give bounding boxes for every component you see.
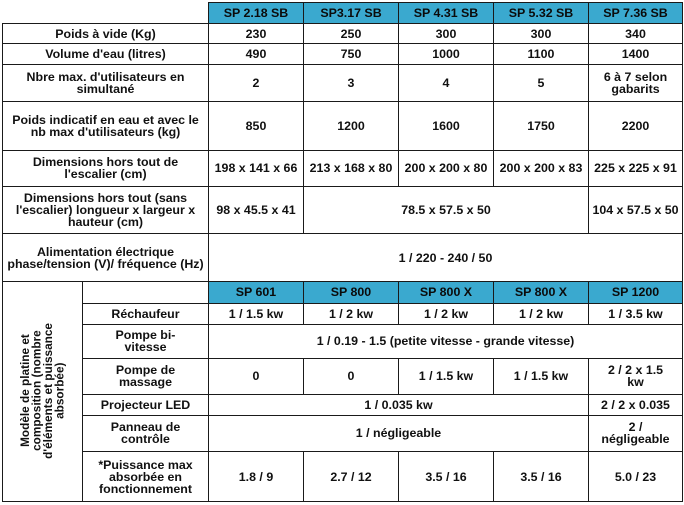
cell-value: 300 (399, 23, 494, 44)
cell-value: 225 x 225 x 91 (589, 151, 683, 186)
cell-value: 750 (304, 44, 399, 65)
platine-model-header: SP 601 (209, 281, 304, 303)
row-label: Pompe de massage (83, 358, 209, 394)
cell-value-merged: 1 / 0.035 kw (209, 395, 589, 416)
row-label: Alimentation électrique phase/tension (V)/ fréquence (Hz) (3, 234, 209, 282)
cell-value: 850 (209, 101, 304, 151)
platine-model-header: SP 1200 (589, 281, 683, 303)
cell-value-merged: 1 / 0.19 - 1.5 (petite vitesse - grande vitesse) (209, 324, 683, 358)
cell-value: 340 (589, 23, 683, 44)
cell-value-merged: 1 / négligeable (209, 415, 589, 451)
platine-header-blank (83, 281, 209, 303)
cell-value: 1 / 1.5 kw (494, 358, 589, 394)
cell-value: 3.5 / 16 (399, 452, 494, 502)
cell-value: 1200 (304, 101, 399, 151)
cell-value: 1.8 / 9 (209, 452, 304, 502)
row-poids-vide (3, 23, 683, 44)
cell-value: 2 / 2 x 0.035 (589, 395, 683, 416)
cell-value: 1000 (399, 44, 494, 65)
cell-value: 300 (494, 23, 589, 44)
cell-value: 1 / 3.5 kw (589, 303, 683, 324)
platine-group-label (3, 281, 83, 501)
cell-value: 0 (209, 358, 304, 394)
row-label: Poids à vide (Kg) (3, 23, 209, 44)
spec-table (2, 2, 683, 502)
header-row-platine (3, 281, 683, 303)
cell-value: 0 (304, 358, 399, 394)
cell-value: 3.5 / 16 (494, 452, 589, 502)
row-panneau-controle (3, 415, 683, 451)
row-label: Volume d'eau (litres) (3, 44, 209, 65)
cell-value: 1100 (494, 44, 589, 65)
cell-value: 6 à 7 selon gabarits (589, 65, 683, 101)
row-label: Nbre max. d'utilisateurs en simultané (3, 65, 209, 101)
row-dimensions-sans-escalier (3, 186, 683, 234)
platine-model-header: SP 800 (304, 281, 399, 303)
cell-value-merged: 1 / 220 - 240 / 50 (209, 234, 683, 282)
corner-blank (3, 3, 209, 24)
cell-value: 5.0 / 23 (589, 452, 683, 502)
cell-value: 104 x 57.5 x 50 (589, 186, 683, 234)
row-label: Réchaufeur (83, 303, 209, 324)
cell-value: 2 / 2 x 1.5 kw (589, 358, 683, 394)
cell-value: 490 (209, 44, 304, 65)
model-header: SP 5.32 SB (494, 3, 589, 24)
cell-value: 3 (304, 65, 399, 101)
model-header: SP 4.31 SB (399, 3, 494, 24)
cell-value: 2200 (589, 101, 683, 151)
row-label: Panneau de contrôle (83, 415, 209, 451)
cell-value: 2.7 / 12 (304, 452, 399, 502)
platine-model-header: SP 800 X (399, 281, 494, 303)
model-header: SP 7.36 SB (589, 3, 683, 24)
cell-value: 1400 (589, 44, 683, 65)
cell-value: 5 (494, 65, 589, 101)
row-pompe-bivitesse (3, 324, 683, 358)
row-projecteur-led (3, 395, 683, 416)
row-label: Poids indicatif en eau et avec le nb max d'utilisateurs (kg) (3, 101, 209, 151)
cell-value: 1 / 2 kw (399, 303, 494, 324)
row-volume-eau (3, 44, 683, 65)
row-nbre-utilisateurs (3, 65, 683, 101)
cell-value: 2 (209, 65, 304, 101)
cell-value: 1 / 2 kw (304, 303, 399, 324)
cell-value: 2 / négligeable (589, 415, 683, 451)
cell-value: 250 (304, 23, 399, 44)
row-alimentation (3, 234, 683, 282)
row-rechauffeur (3, 303, 683, 324)
header-row-models (3, 3, 683, 24)
cell-value: 198 x 141 x 66 (209, 151, 304, 186)
cell-value: 200 x 200 x 80 (399, 151, 494, 186)
cell-value: 230 (209, 23, 304, 44)
cell-value-merged: 78.5 x 57.5 x 50 (304, 186, 589, 234)
row-dimensions-hors-tout (3, 151, 683, 186)
cell-value: 1 / 1.5 kw (209, 303, 304, 324)
platine-model-header: SP 800 X (494, 281, 589, 303)
cell-value: 1 / 2 kw (494, 303, 589, 324)
row-label: *Puissance max absorbée en fonctionnement (83, 452, 209, 502)
row-label: Projecteur LED (83, 395, 209, 416)
row-poids-indicatif (3, 101, 683, 151)
row-pompe-massage (3, 358, 683, 394)
cell-value: 4 (399, 65, 494, 101)
model-header: SP3.17 SB (304, 3, 399, 24)
cell-value: 200 x 200 x 83 (494, 151, 589, 186)
cell-value: 213 x 168 x 80 (304, 151, 399, 186)
platine-group-text: Modèle de platine et composition (nombre d'éléments et puissance absorbée) (17, 322, 66, 459)
cell-value: 98 x 45.5 x 41 (209, 186, 304, 234)
row-label: Dimensions hors tout (sans l'escalier) longueur x largeur x hauteur (cm) (3, 186, 209, 234)
row-label: Pompe bi- vitesse (83, 324, 209, 358)
cell-value: 1750 (494, 101, 589, 151)
model-header: SP 2.18 SB (209, 3, 304, 24)
cell-value: 1 / 1.5 kw (399, 358, 494, 394)
cell-value: 1600 (399, 101, 494, 151)
row-puissance-max (3, 452, 683, 502)
row-label: Dimensions hors tout de l'escalier (cm) (3, 151, 209, 186)
